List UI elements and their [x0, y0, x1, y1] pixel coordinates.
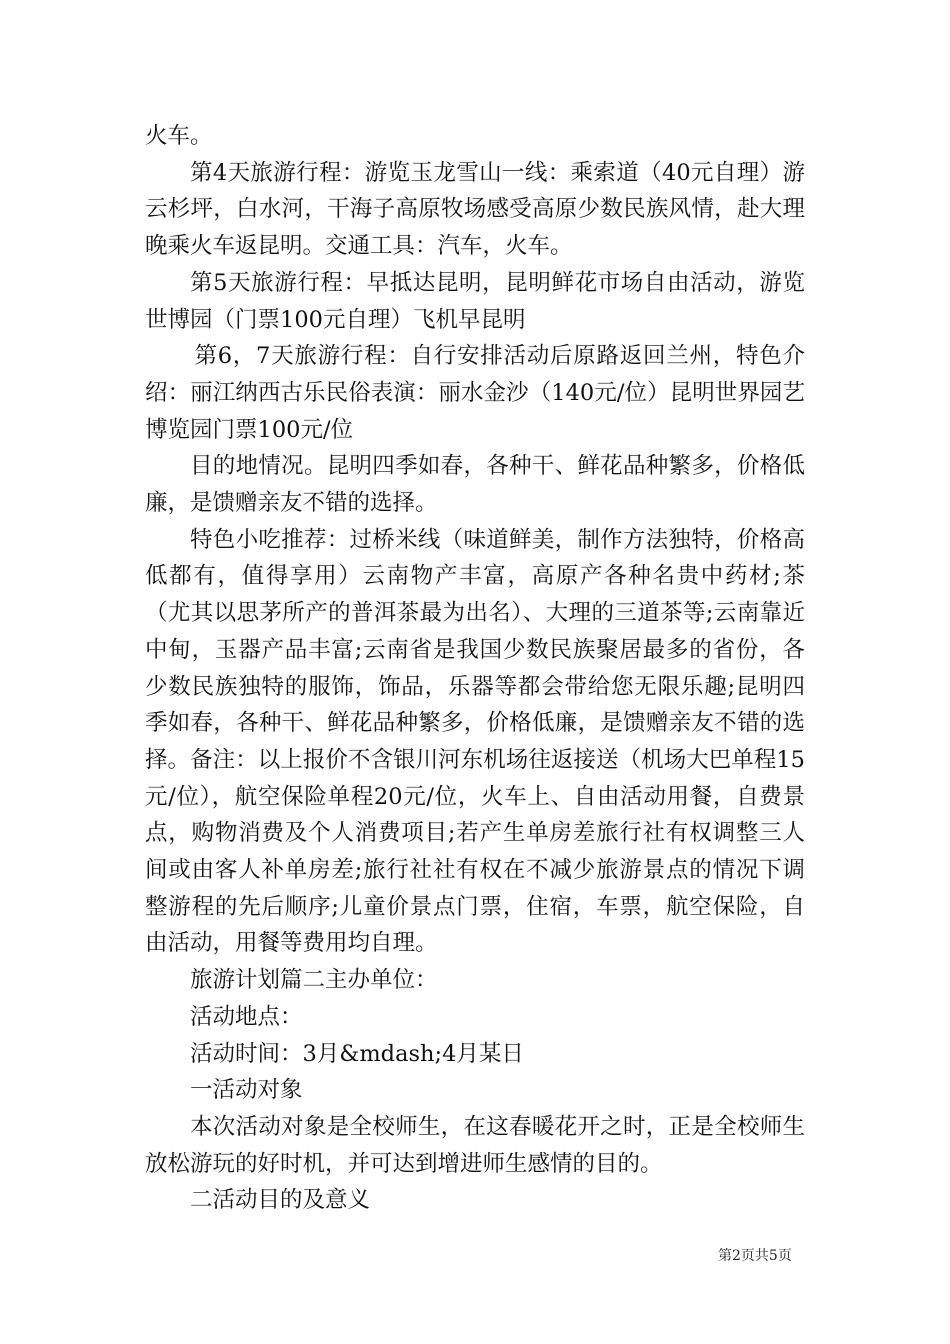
- paragraph-plan2-organizer: 旅游计划篇二主办单位：: [190, 967, 438, 994]
- paragraph-continuation: 火车。: [145, 123, 213, 149]
- paragraph-time: 活动时间：3月&mdash;4月某日: [190, 1040, 524, 1067]
- heading-purpose: 二活动目的及意义: [190, 1187, 371, 1214]
- document-body: [145, 118, 805, 1219]
- page-number-footer: 第2页共5页: [718, 1248, 792, 1264]
- paragraph-target: 本次活动对象是全校师生，在这春暖花开之时，正是全校师生放松游玩的好时机，并可达到增进师生感情的目的。: [145, 1113, 805, 1177]
- heading-target: 一活动对象: [190, 1077, 303, 1104]
- paragraph-day4: 第4天旅游行程：游览玉龙雪山一线：乘索道（40元自理）游云杉坪，白水河，干海子高原牧场感受高原少数民族风情，赴大理晚乘火车返昆明。交通工具：汽车，火车。: [145, 159, 805, 260]
- paragraph-day6-7: 第6，7天旅游行程：自行安排活动后原路返回兰州，特色介绍：丽江纳西古乐民俗表演：丽水金沙（140元/位）昆明世界园艺博览园门票100元/位: [145, 343, 805, 443]
- paragraph-location: 活动地点：: [190, 1003, 303, 1030]
- paragraph-destination: 目的地情况。昆明四季如春，各种干、鲜花品种繁多，价格低廉，是馈赠亲友不错的选择。: [145, 453, 805, 517]
- paragraph-snacks-notes: 特色小吃推荐：过桥米线（味道鲜美，制作方法独特，价格高低都有，值得享用）云南物产丰富，高原产各种名贵中药材;茶（尤其以思茅所产的普洱茶最为出名）、大理的三道茶等;云南靠近中甸，玉器产品丰富;云南省是我国少数民族聚居最多的省份，各少数民族独特的服饰，饰品，乐器等都会带给您无限乐趣;昆明四季如春，各种干、鲜花品种繁多，价格低廉，是馈赠亲友不错的选择。备注：以上报价不含银川河东机场往返接送（机场大巴单程15元/位），航空保险单程20元/位，火车上、自由活动用餐，自费景点，购物消费及个人消费项目;若产生单房差旅行社有权调整三人间或由客人补单房差;旅行社社有权在不减少旅游景点的情况下调整游程的先后顺序;儿童价景点门票，住宿，车票，航空保险，自由活动，用餐等费用均自理。: [145, 526, 805, 957]
- paragraph-day5: 第5天旅游行程：早抵达昆明，昆明鲜花市场自由活动，游览世博园（门票100元自理）飞机早昆明: [145, 269, 805, 333]
